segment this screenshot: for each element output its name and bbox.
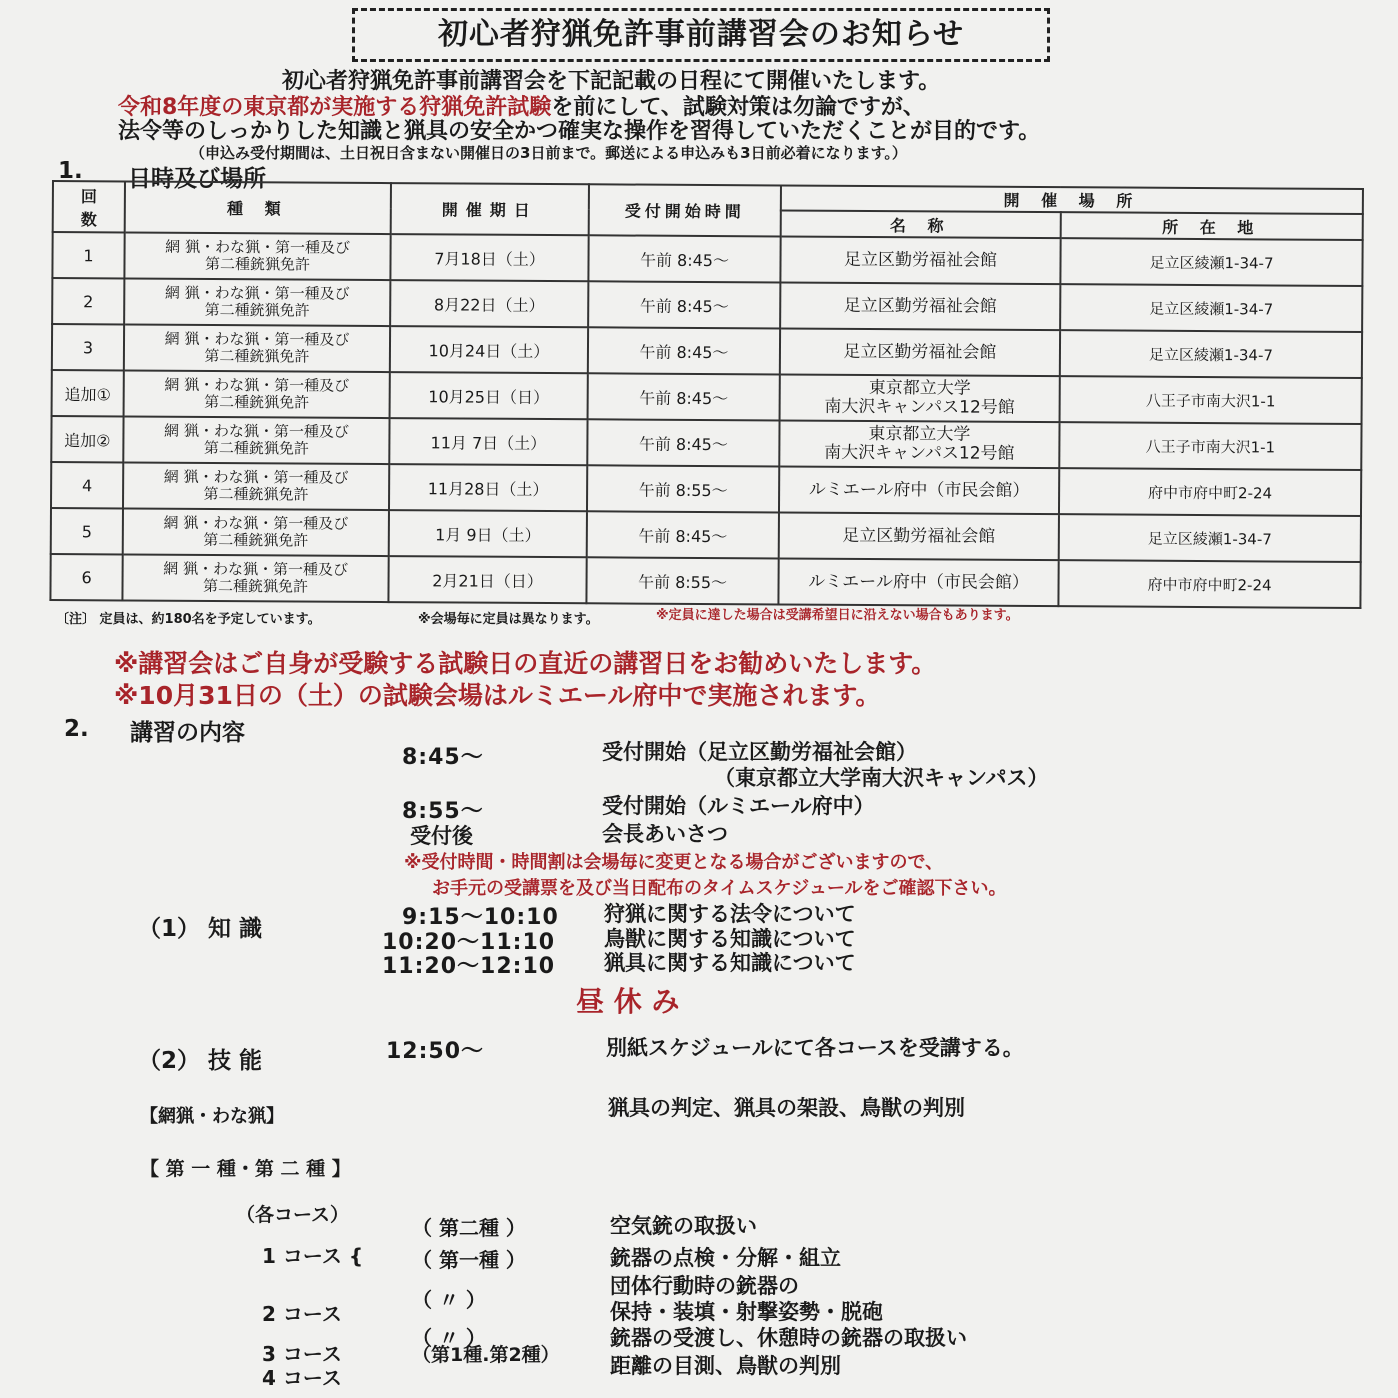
course-1b-desc: 銃器の点検・分解・組立 bbox=[610, 1246, 841, 1270]
course-2-desc-1: 団体行動時の銃器の bbox=[610, 1274, 799, 1298]
row-kind-line-1: 網 猟・わな猟・第一種及び bbox=[164, 283, 350, 303]
course-2-type: （ 〃 ） bbox=[412, 1288, 486, 1312]
net-trap-desc: 猟具の判定、猟具の架設、鳥獣の判別 bbox=[608, 1096, 965, 1120]
lunch-break: 昼 休 み bbox=[576, 985, 680, 1018]
row-number: 5 bbox=[51, 508, 123, 554]
row-venue-name-line-1: 足立区勤労福祉会館 bbox=[842, 525, 996, 547]
row-kind-line-1: 網 猟・わな猟・第一種及び bbox=[164, 375, 350, 395]
footnote-venue-capacity: ※会場毎に定員は異なります。 bbox=[418, 612, 599, 627]
row-venue-address: 八王子市南大沢1-1 bbox=[1060, 376, 1362, 424]
skills-desc: 別紙スケジュールにて各コースを受講する。 bbox=[606, 1036, 1024, 1060]
row-venue-address: 府中市府中町2-24 bbox=[1059, 468, 1361, 516]
schedule-warning-1: ※受付時間・時間割は会場毎に変更となる場合がございますので、 bbox=[404, 852, 944, 873]
row-venue-name bbox=[779, 512, 1059, 560]
row-number: 2 bbox=[52, 278, 124, 324]
row-venue-address: 八王子市南大沢1-1 bbox=[1059, 422, 1361, 470]
course-4-type: （第1種.第2種） bbox=[412, 1344, 560, 1366]
table-row bbox=[51, 462, 1361, 516]
recommend-note: ※講習会はご自身が受験する試験日の直近の講習日をお勧めいたします。 bbox=[114, 649, 937, 678]
courses-label: （各コース） bbox=[236, 1204, 350, 1226]
row-venue-name bbox=[779, 420, 1059, 468]
row-date: 1月 9日（土） bbox=[389, 510, 587, 557]
section-1-number: 1. bbox=[58, 158, 83, 184]
row-date: 10月25日（日） bbox=[390, 372, 588, 419]
row-kind-line-2: 第二種銃猟免許 bbox=[204, 392, 310, 412]
row-reception-time: 午前 8:45〜 bbox=[588, 235, 780, 282]
row-kind bbox=[124, 278, 390, 326]
row-reception-time: 午前 8:45〜 bbox=[588, 327, 780, 374]
row-venue-address: 府中市府中町2-24 bbox=[1058, 560, 1360, 608]
row-kind-line-2: 第二種銃猟免許 bbox=[202, 576, 309, 596]
header-venue-name: 名 称 bbox=[781, 210, 1061, 238]
knowledge-time: 10:20〜11:10 bbox=[382, 930, 556, 955]
skills-label: （2） 技 能 bbox=[138, 1048, 263, 1074]
row-venue-name bbox=[780, 282, 1060, 330]
row-venue-name-line-1: ルミエール府中（市民会館） bbox=[808, 479, 1030, 501]
table-row bbox=[52, 370, 1362, 424]
row-reception-time: 午前 8:55〜 bbox=[586, 557, 778, 604]
row-venue-address: 足立区綾瀬1-34-7 bbox=[1059, 514, 1361, 562]
course-3-desc: 銃器の受渡し、休憩時の銃器の取扱い bbox=[610, 1326, 967, 1350]
row-number: 追加① bbox=[52, 370, 124, 416]
row-date: 10月24日（土） bbox=[390, 326, 588, 373]
row-kind-line-2: 第二種銃猟免許 bbox=[204, 346, 310, 366]
row-venue-address: 足立区綾瀬1-34-7 bbox=[1060, 284, 1362, 332]
header-count-bottom: 数 bbox=[80, 209, 97, 229]
course-1-label: 1 コース { bbox=[262, 1244, 364, 1268]
reception-1-desc-b: （東京都立大学南大沢キャンパス） bbox=[714, 766, 1049, 790]
course-1b-type: （ 第一種 ） bbox=[412, 1248, 526, 1272]
row-venue-name-line-2: 南大沢キャンパス12号館 bbox=[824, 396, 1015, 418]
footnote-full: ※定員に達した場合は受講希望日に沿えない場合もあります。 bbox=[656, 608, 1019, 623]
row-venue-name-line-2: 南大沢キャンパス12号館 bbox=[824, 442, 1015, 464]
table-row bbox=[52, 232, 1362, 286]
knowledge-topic: 鳥獣に関する知識について bbox=[604, 927, 856, 951]
row-kind-line-2: 第二種銃猟免許 bbox=[203, 438, 309, 458]
table-row bbox=[50, 554, 1360, 608]
course-1a-desc: 空気銃の取扱い bbox=[610, 1214, 757, 1238]
knowledge-label: （1） 知 識 bbox=[138, 916, 263, 942]
course-4-label: 4 コース bbox=[262, 1366, 342, 1390]
row-date: 11月28日（土） bbox=[389, 464, 587, 511]
row-kind bbox=[122, 554, 388, 602]
intro-line-3: 法令等のしっかりした知識と猟具の安全かつ確実な操作を習得していただくことが目的です。 bbox=[118, 119, 1041, 144]
section-1-title: 日時及び場所 bbox=[128, 166, 266, 192]
gun-label: 【 第 一 種・第 二 種 】 bbox=[140, 1158, 351, 1180]
header-count bbox=[53, 181, 125, 232]
header-count-top: 回 bbox=[80, 186, 97, 206]
header-reception: 受付開始時間 bbox=[589, 184, 781, 236]
course-1a-type: （ 第二種 ） bbox=[412, 1216, 526, 1240]
course-4-desc: 距離の目測、鳥獣の判別 bbox=[610, 1354, 841, 1378]
section-2-number: 2. bbox=[64, 716, 89, 742]
row-venue-address: 足立区綾瀬1-34-7 bbox=[1060, 330, 1362, 378]
course-3-type: （ 〃 ） bbox=[412, 1326, 486, 1350]
schedule-table bbox=[49, 180, 1364, 609]
row-kind-line-1: 網 猟・わな猟・第一種及び bbox=[163, 513, 349, 533]
row-venue-name-line-1: 足立区勤労福祉会館 bbox=[843, 295, 997, 317]
row-number: 3 bbox=[52, 324, 124, 370]
page-title: 初心者狩猟免許事前講習会のお知らせ bbox=[352, 8, 1050, 62]
knowledge-time: 9:15〜10:10 bbox=[402, 905, 559, 930]
header-venue-address: 所 在 地 bbox=[1061, 212, 1363, 240]
row-venue-name bbox=[779, 466, 1059, 514]
row-kind bbox=[124, 232, 390, 280]
knowledge-time: 11:20〜12:10 bbox=[382, 954, 556, 979]
row-kind-line-1: 網 猟・わな猟・第一種及び bbox=[164, 421, 349, 441]
row-venue-name bbox=[780, 236, 1060, 284]
intro-line-2-black: を前にして、試験対策は勿論ですが、 bbox=[551, 95, 925, 120]
schedule-warning-2: お手元の受講票を及び当日配布のタイムスケジュールをご確認下さい。 bbox=[432, 878, 1007, 899]
row-kind bbox=[124, 370, 390, 418]
row-number: 追加② bbox=[51, 416, 123, 462]
row-venue-name bbox=[780, 328, 1060, 376]
row-venue-name-line-1: ルミエール府中（市民会館） bbox=[808, 571, 1029, 593]
header-venue: 開 催 場 所 bbox=[781, 185, 1363, 214]
skills-time: 12:50〜 bbox=[386, 1039, 485, 1064]
row-number: 1 bbox=[52, 232, 124, 278]
row-venue-name bbox=[780, 374, 1060, 422]
row-kind bbox=[123, 508, 389, 556]
course-3-label: 3 コース bbox=[262, 1342, 342, 1366]
row-kind-line-2: 第二種銃猟免許 bbox=[203, 530, 309, 550]
row-date: 11月 7日（土） bbox=[389, 418, 587, 465]
row-reception-time: 午前 8:45〜 bbox=[588, 281, 780, 328]
time-after-reception: 受付後 bbox=[410, 824, 473, 848]
row-kind-line-1: 網 猟・わな猟・第一種及び bbox=[165, 237, 351, 257]
row-number: 4 bbox=[51, 462, 123, 508]
table-row bbox=[52, 324, 1362, 378]
row-kind-line-1: 網 猟・わな猟・第一種及び bbox=[163, 559, 349, 579]
row-kind bbox=[123, 462, 389, 510]
section-2-title: 講習の内容 bbox=[130, 720, 245, 746]
reception-1-desc-a: 受付開始（足立区勤労福祉会館） bbox=[602, 740, 917, 764]
greeting-desc: 会長あいさつ bbox=[602, 822, 728, 846]
row-venue-name-line-1: 足立区勤労福祉会館 bbox=[843, 249, 998, 271]
row-kind-line-2: 第二種銃猟免許 bbox=[204, 300, 310, 320]
row-kind-line-2: 第二種銃猟免許 bbox=[203, 484, 309, 504]
intro-line-2-red: 令和8年度の東京都が実施する狩猟免許試験 bbox=[118, 95, 552, 120]
course-2-desc-2: 保持・装填・射撃姿勢・脱砲 bbox=[610, 1300, 883, 1324]
row-reception-time: 午前 8:45〜 bbox=[587, 419, 779, 466]
row-reception-time: 午前 8:45〜 bbox=[587, 511, 779, 558]
footnote-capacity: 〔注〕 定員は、約180名を予定しています。 bbox=[56, 612, 321, 627]
row-reception-time: 午前 8:55〜 bbox=[587, 465, 779, 512]
table-row bbox=[51, 508, 1361, 562]
application-note: （申込み受付期間は、土日祝日含まない開催日の3日前まで。郵送による申込みも3日前必着になります。） bbox=[190, 144, 907, 162]
row-venue-name bbox=[778, 558, 1058, 606]
row-venue-name-line-1: 足立区勤労福祉会館 bbox=[843, 341, 997, 363]
header-date: 開催期日 bbox=[391, 183, 589, 235]
table-row bbox=[51, 416, 1361, 470]
reception-2-desc: 受付開始（ルミエール府中） bbox=[602, 794, 875, 818]
row-date: 8月22日（土） bbox=[390, 280, 588, 327]
row-kind-line-1: 網 猟・わな猟・第一種及び bbox=[164, 329, 350, 349]
row-venue-name-line-1: 東京都立大学 bbox=[868, 377, 971, 399]
row-number: 6 bbox=[50, 554, 122, 600]
knowledge-topic: 猟具に関する知識について bbox=[604, 951, 856, 975]
exam-venue-note: ※10月31日の（土）の試験会場はルミエール府中で実施されます。 bbox=[114, 681, 881, 710]
header-kind: 種 類 bbox=[125, 181, 391, 234]
intro-line-1: 初心者狩猟免許事前講習会を下記記載の日程にて開催いたします。 bbox=[282, 69, 941, 94]
row-kind-line-2: 第二種銃猟免許 bbox=[204, 254, 311, 274]
row-kind bbox=[124, 324, 390, 372]
row-date: 7月18日（土） bbox=[390, 234, 588, 281]
row-reception-time: 午前 8:45〜 bbox=[588, 373, 780, 420]
course-2-label: 2 コース bbox=[262, 1302, 342, 1326]
time-reception-2: 8:55〜 bbox=[402, 799, 484, 824]
knowledge-topic: 狩猟に関する法令について bbox=[604, 902, 856, 926]
row-date: 2月21日（日） bbox=[388, 556, 586, 603]
row-kind bbox=[123, 416, 389, 464]
table-row bbox=[52, 278, 1362, 332]
row-venue-name-line-1: 東京都立大学 bbox=[868, 423, 971, 445]
net-trap-label: 【網猟・わな猟】 bbox=[140, 1106, 284, 1127]
time-reception-1: 8:45〜 bbox=[402, 745, 484, 770]
row-venue-address: 足立区綾瀬1-34-7 bbox=[1060, 238, 1362, 286]
row-kind-line-1: 網 猟・わな猟・第一種及び bbox=[163, 467, 349, 487]
